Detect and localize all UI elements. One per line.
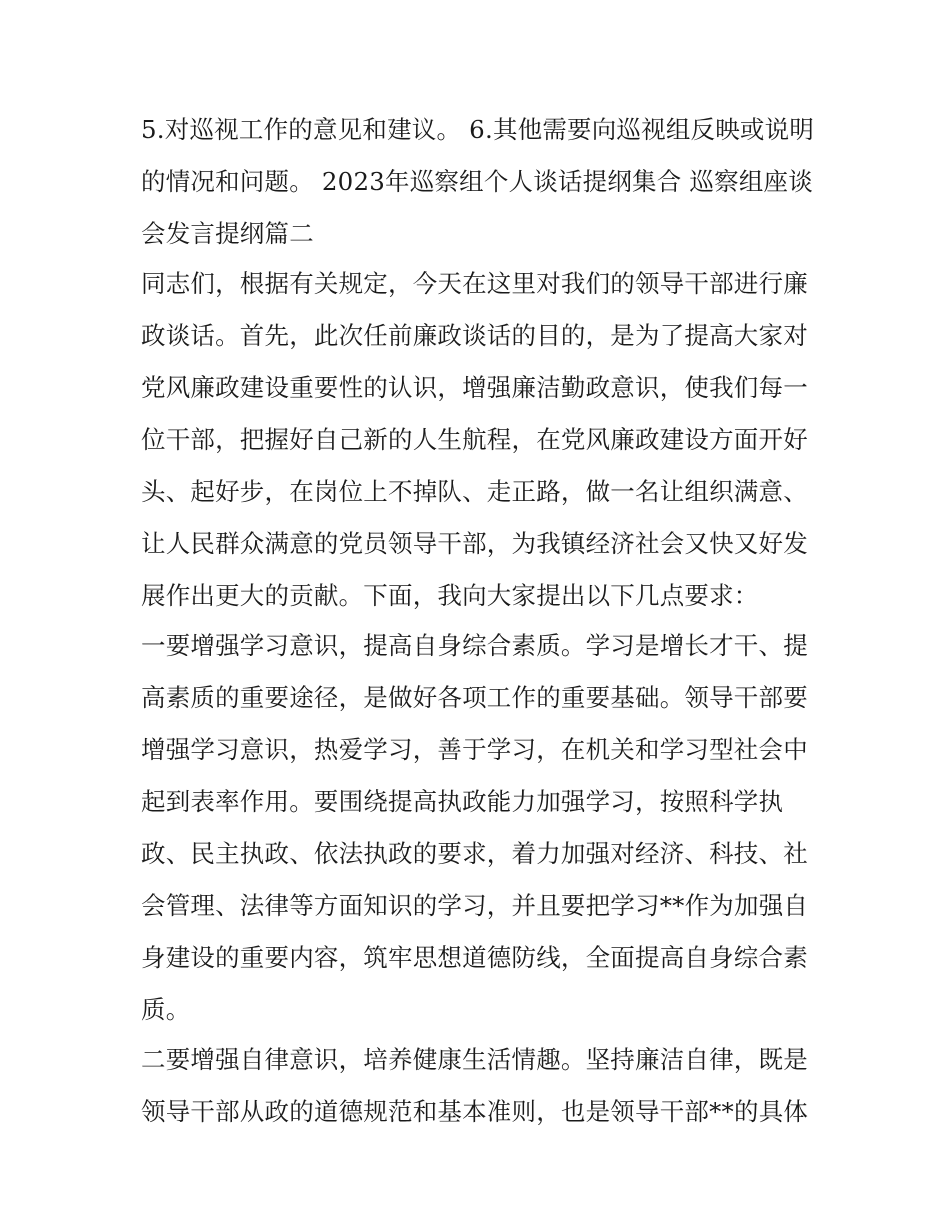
text-line: 党风廉政建设重要性的认识，增强廉洁勤政意识，使我们每一 <box>141 373 808 402</box>
text-line: 起到表率作用。要围绕提高执政能力加强学习，按照科学执 <box>141 787 784 816</box>
text-line: 的情况和问题。 2023年巡察组个人谈话提纲集合 巡察组座谈 <box>141 167 813 196</box>
text-line: 身建设的重要内容，筑牢思想道德防线，全面提高自身综合素 <box>141 943 808 972</box>
text-line: 会管理、法律等方面知识的学习，并且要把学习**作为加强自 <box>141 891 809 920</box>
text-line: 一要增强学习意识，提高自身综合素质。学习是增长才干、提 <box>141 631 808 660</box>
text-line: 增强学习意识，热爱学习，善于学习，在机关和学习型社会中 <box>141 735 808 764</box>
text-line: 同志们，根据有关规定，今天在这里对我们的领导干部进行廉 <box>141 269 808 298</box>
text-line: 政谈话。首先，此次任前廉政谈话的目的，是为了提高大家对 <box>141 321 808 350</box>
text-line: 政、民主执政、依法执政的要求，着力加强对经济、科技、社 <box>141 839 808 868</box>
text-line: 领导干部从政的道德规范和基本准则，也是领导干部**的具体 <box>141 1097 809 1126</box>
text-line: 位干部，把握好自己新的人生航程，在党风廉政建设方面开好 <box>141 425 808 454</box>
text-line: 质。 <box>141 995 191 1024</box>
text-line: 会发言提纲篇二 <box>141 219 314 248</box>
text-line: 高素质的重要途径，是做好各项工作的重要基础。领导干部要 <box>141 683 808 712</box>
text-line: 5.对巡视工作的意见和建议。 6.其他需要向巡视组反映或说明 <box>141 115 815 144</box>
text-line: 头、起好步，在岗位上不掉队、走正路，做一名让组织满意、 <box>141 477 808 506</box>
text-line: 让人民群众满意的党员领导干部，为我镇经济社会又快又好发 <box>141 529 808 558</box>
text-line: 展作出更大的贡献。下面，我向大家提出以下几点要求： <box>141 581 759 610</box>
text-line: 二要增强自律意识，培养健康生活情趣。坚持廉洁自律，既是 <box>141 1045 808 1074</box>
